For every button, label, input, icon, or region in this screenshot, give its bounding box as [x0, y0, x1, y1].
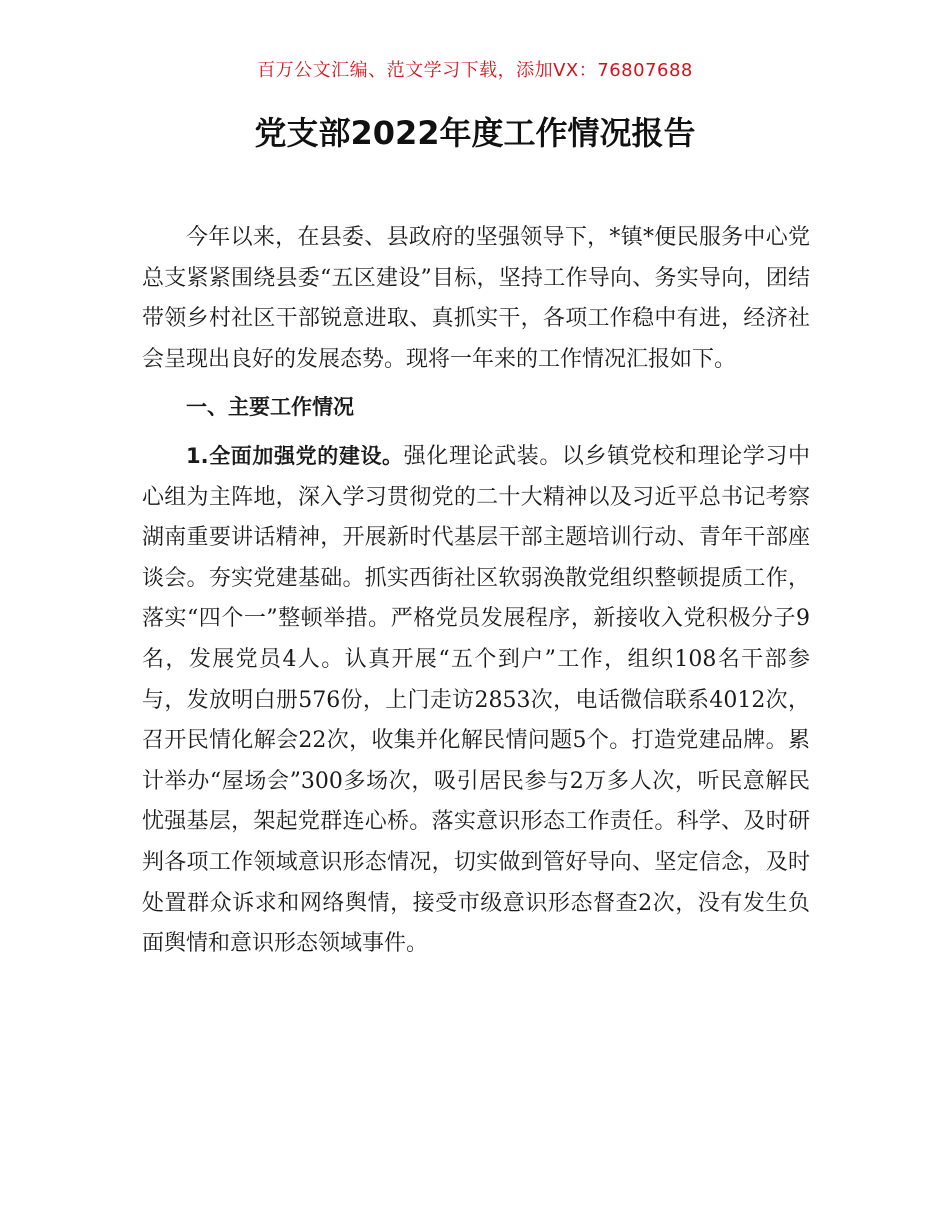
section-heading-text: 一、主要工作情况	[186, 395, 354, 420]
download-notice: 百万公文汇编、范文学习下载，添加VX：76807688	[257, 60, 693, 81]
document-body	[142, 218, 810, 972]
section-heading-main-work	[142, 387, 810, 429]
document-title: 党支部2022年度工作情况报告	[254, 114, 696, 152]
item-1-text: 强化理论武装。以乡镇党校和理论学习中心组为主阵地，深入学习贯彻党的二十大精神以及习近平总书记考察湖南重要讲话精神，开展新时代基层干部主题培训行动、青年干部座谈会。夯实党建基础。抓实西街社区软弱涣散党组织整顿提质工作，落实“四个一”整顿举措。严格党员发展程序，新接收入党积极分子9名，发展党员4人。认真开展“五个到户”工作，组织108名干部参与，发放明白册576份，上门走访2853次，电话微信联系4012次，召开民情化解会22次，收集并化解民情问题5个。打造党建品牌。累计举办“屋场会”300多场次，吸引居民参与2万多人次，听民意解民忧强基层，架起党群连心桥。落实意识形态工作责任。科学、及时研判各项工作领域意识形态情况，切实做到管好导向、坚定信念，及时处置群众诉求和网络舆情，接受市级意识形态督查2次，没有发生负面舆情和意识形态领域事件。	[142, 443, 810, 957]
item-1-paragraph	[142, 436, 810, 965]
intro-paragraph: 今年以来，在县委、县政府的坚强领导下，*镇*便民服务中心党总支紧紧围绕县委“五区建设”目标，坚持工作导向、务实导向，团结带领乡村社区干部锐意进取、真抓实干，各项工作稳中有进，经济社会呈现出良好的发展态势。现将一年来的工作情况汇报如下。	[142, 225, 810, 372]
item-1-lead: 1.全面加强党的建设。	[186, 443, 404, 468]
